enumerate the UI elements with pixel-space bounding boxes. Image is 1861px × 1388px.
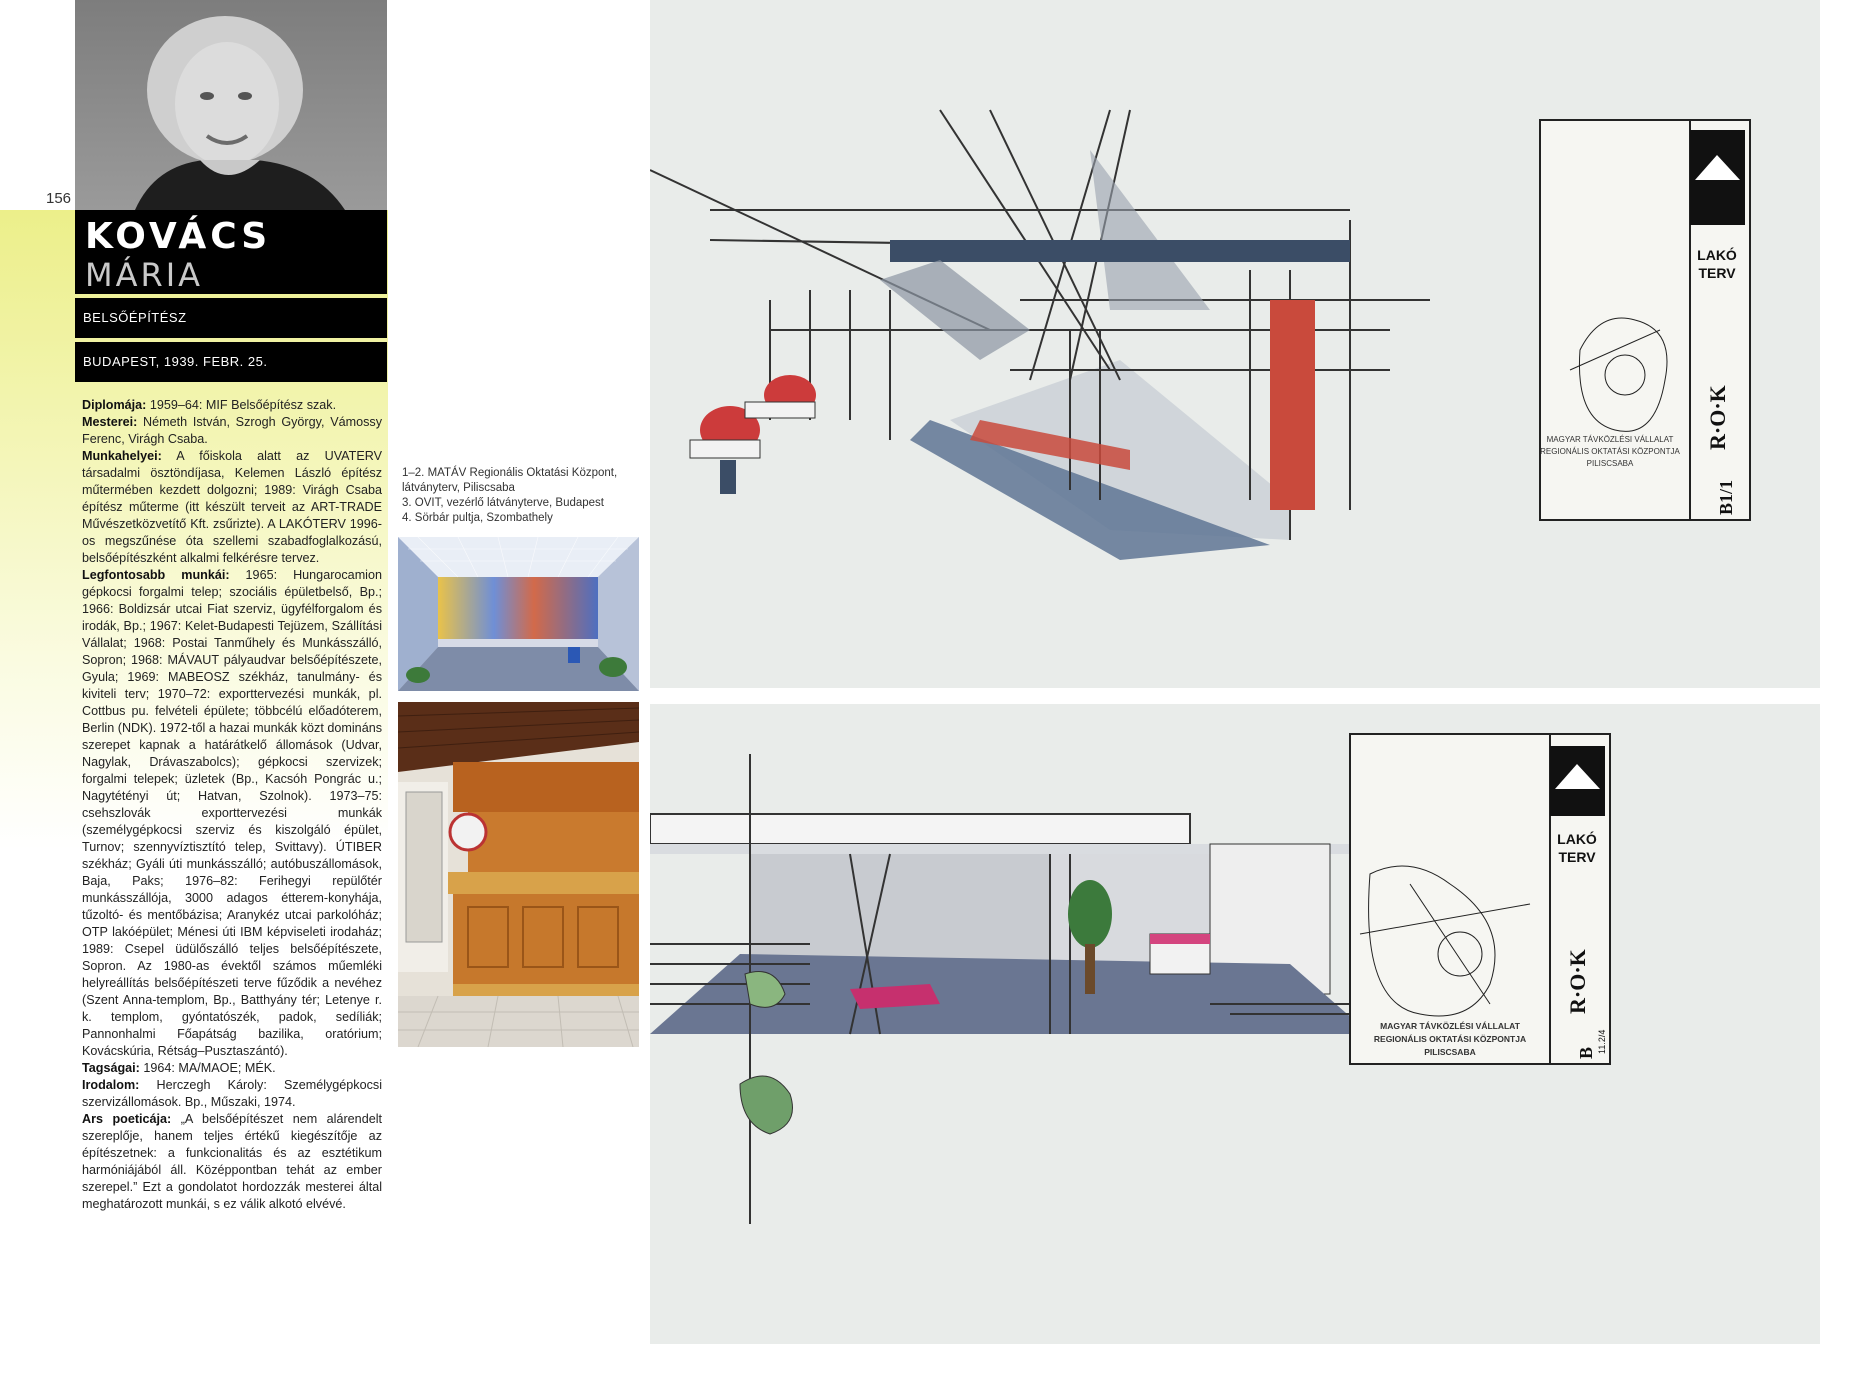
perspective-drawing-top (650, 0, 1820, 688)
client-line: PILISCSABA (1586, 459, 1634, 468)
bio-paragraph (82, 397, 382, 414)
stamp-text: R·O·K (1705, 385, 1730, 450)
logo-text-1: LAKÓ (1557, 831, 1597, 847)
caption-line: látványterv, Piliscsaba (402, 482, 515, 494)
bio-text: 1964: MA/MAOE; MÉK. (139, 1061, 276, 1075)
bio-text: „A belsőépítészet nem alárendelt szereplője, hanem teljes értékű kiegészítője az építészetnek: a funkcionalitás és az esztétikum harmóniájából áll. Középpontban tehát az ember szerepel.” Ezt a gondolatot hordozzák mesterei által meghatározott munkái, s ez válik alkotó elvévé. (82, 1112, 382, 1211)
biography (82, 397, 382, 1213)
bio-key: Legfontosabb munkái: (82, 568, 230, 582)
bio-paragraph (82, 1111, 382, 1213)
portrait-photo (75, 0, 387, 210)
bio-key: Ars poeticája: (82, 1112, 172, 1126)
birth-info: BUDAPEST, 1939. FEBR. 25. (83, 354, 268, 369)
bio-key: Diplomája: (82, 398, 147, 412)
profession-block (75, 298, 387, 338)
perspective-drawing-bottom (650, 704, 1820, 1344)
bio-paragraph (82, 567, 382, 1060)
architect-given-name: MÁRIA (85, 256, 204, 294)
caption-line: 3. OVIT, vezérlő látványterve, Budapest (402, 497, 604, 509)
client-line: PILISCSABA (1424, 1047, 1476, 1057)
client-line: REGIONÁLIS OKTATÁSI KÖZPONTJA (1540, 447, 1680, 456)
page-number: 156 (46, 190, 72, 207)
bio-key: Irodalom: (82, 1078, 140, 1092)
client-line: MAGYAR TÁVKÖZLÉSI VÁLLALAT (1380, 1021, 1520, 1031)
sheet-letter: B (1576, 1046, 1596, 1059)
logo-text-2: TERV (1558, 849, 1596, 865)
bio-paragraph (82, 1060, 382, 1077)
bio-paragraph (82, 1077, 382, 1111)
architect-surname: KOVÁCS (85, 216, 272, 257)
sheet-number: 11.2/4 (1597, 1029, 1607, 1054)
logo-text-1: LAKÓ (1697, 247, 1737, 263)
birth-block (75, 342, 387, 382)
bio-text: Herczegh Károly: Személygépkocsi szervizállomások. Bp., Műszaki, 1974. (82, 1078, 382, 1109)
client-line: REGIONÁLIS OKTATÁSI KÖZPONTJA (1373, 1034, 1527, 1044)
bio-key: Mesterei: (82, 415, 138, 429)
control-room-photo (398, 537, 639, 691)
bio-key: Munkahelyei: (82, 449, 162, 463)
client-line: MAGYAR TÁVKÖZLÉSI VÁLLALAT (1546, 435, 1674, 444)
profession-label: BELSŐÉPÍTÉSZ (83, 310, 187, 325)
bio-text: 1959–64: MIF Belsőépítész szak. (146, 398, 337, 412)
caption-line: 1–2. MATÁV Regionális Oktatási Központ, (402, 467, 618, 479)
bio-key: Tagságai: (82, 1061, 140, 1075)
stamp-text: R·O·K (1565, 949, 1590, 1014)
bio-text: A főiskola alatt az UVATERV társadalmi ösztöndíjasa, Kelemen László építész műtermében kezdett dolgozni; 1989: Virágh Csaba építész műterme (itt készült terveit az ART-TRADE Művészetközvetítő Kft. zsűrizte). A LAKÓTERV 1996-os megszűnése óta szellemi szabadfoglalkozású, belsőépítészként alkalmi felkérésre tervez. (82, 449, 382, 565)
bio-text: Németh István, Szrogh György, Vámossy Ferenc, Virágh Csaba. (82, 415, 382, 446)
image-captions (402, 466, 642, 526)
bio-paragraph (82, 414, 382, 448)
bio-text: 1965: Hungarocamion gépkocsi forgalmi telep; szociális épületbelső, Bp.; 1966: Boldizsár utcai Fiat szerviz, ügyfélforgalom és irodák, Bp.; 1967: Kelet-Budapesti Tejüzem, Szállítási Vállalat; 1968: Postai Tanműhely és Munkásszálló, Sopron; 1968: MÁVAUT pályaudvar belsőépítészete, Gyula; 1969: MABEOSZ székház, tanulmány- és kiviteli terv; 1970–72: exporttervezési munkák, pl. Cottbus pu. felvételi épülete; többcélú előadóterem, Berlin (NDK). 1972-től a hazai munkák közt domináns szerepet kapnak a határátkelő állomások (Udvar, Nagylak, Drávaszabolcs); gépkocsi szervizek; forgalmi telepek; üzletek (Bp., Kacsóh Pongrác u.; Nagytétényi út; Hatvan, Szolnok). 1973–75: csehszlovák exporttervezési munkák (személygépkocsi szerviz és kiszolgáló épület, Turnov; szennyvíztisztító telep, Svittavy). ÚTIBER székház; Gyáli úti munkásszálló; autóbuszállomások, Baja, Paks; 1976–82: Ferihegyi repülőtér munkásszállója, 3000 adagos étterem-konyhája, tűzoltó- és mentőbázisa; Aranykéz utcai parkolóház; OTP lakóépület; Ménesi úti IBM képviseleti irodaház; 1989: Csepel üdülőszálló teljes belsőépítészete, Sopron. Az 1980-as évektől számos műemléki helyreállítás belsőépítészeti terve fűződik a nevéhez (Szent Anna-templom, Bp., Batthyány tér; Letenye r. k. templom, gyóntatószék, padok, sedíliák; Pannonhalmi Főapátság bazilika, oratórium; Kovácskúria, Rétság–Pusztaszántó). (82, 568, 382, 1058)
sheet-number: B1/1 (1716, 479, 1736, 515)
bio-paragraph (82, 448, 382, 567)
logo-text-2: TERV (1698, 265, 1736, 281)
name-block (75, 210, 387, 294)
caption-line: 4. Sörbár pultja, Szombathely (402, 512, 553, 524)
bar-counter-photo (398, 702, 639, 1047)
